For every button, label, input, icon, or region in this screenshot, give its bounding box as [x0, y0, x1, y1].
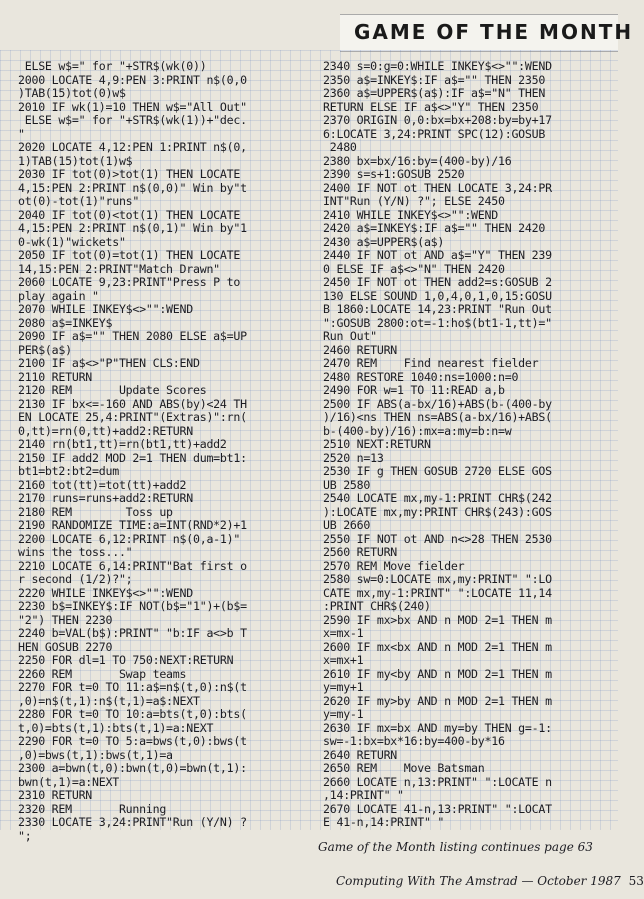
- code-line: ,0)=bws(t,1):bws(t,1)=a: [18, 747, 173, 762]
- code-line: 2010 IF wk(1)=10 THEN w$="All Out": [18, 99, 247, 114]
- code-line: ": [18, 126, 25, 141]
- code-line: 2050 IF tot(0)=tot(1) THEN LOCATE: [18, 248, 241, 262]
- code-line: 2450 IF NOT ot THEN add2=s:GOSUB 2: [323, 275, 552, 289]
- code-line: 2510 NEXT:RETURN: [323, 437, 431, 451]
- code-line: PER$(a$): [18, 342, 72, 357]
- code-line: 2090 IF a$="" THEN 2080 ELSE a$=UP: [18, 329, 247, 343]
- code-line: sw=-1:bx=bx*16:by=400-by*16: [323, 734, 505, 748]
- code-line: 2460 RETURN: [323, 342, 398, 357]
- code-line: 2150 IF add2 MOD 2=1 THEN dum=bt1:: [18, 450, 247, 465]
- code-line: 2280 FOR t=0 TO 10:a=bts(t,0):bts(: [18, 707, 247, 721]
- code-line: 2480 RESTORE 1040:ns=1000:n=0: [323, 369, 519, 384]
- code-line: wins the toss...": [18, 545, 133, 559]
- code-line: 2630 IF mx=bx AND my=by THEN g=-1:: [323, 720, 552, 735]
- code-line: ):LOCATE mx,my:PRINT CHR$(243):GOS: [323, 504, 552, 519]
- code-line: 130 ELSE SOUND 1,0,4,0,1,0,15:GOSU: [323, 288, 552, 303]
- code-line: 2370 ORIGIN 0,0:bx=bx+208:by=by+17: [323, 113, 552, 127]
- code-line: 2120 REM Update Scores: [18, 383, 207, 397]
- code-line: b-(400-by)/16):mx=a:my=b:n=w: [323, 423, 512, 438]
- code-line: ELSE w$=" for "+STR$(wk(0)): [18, 59, 207, 73]
- code-line: ot(0)-tot(1)"runs": [18, 194, 140, 208]
- code-line: 2330 LOCATE 3,24:PRINT"Run (Y/N) ?: [18, 815, 247, 829]
- code-line: 2210 LOCATE 6,14:PRINT"Bat first o: [18, 558, 247, 573]
- code-line: r second (1/2)?";: [18, 572, 133, 586]
- code-line: HEN GOSUB 2270: [18, 639, 113, 654]
- code-line: 2240 b=VAL(b$):PRINT" "b:IF a<>b T: [18, 626, 247, 640]
- code-line: 2610 IF my<by AND n MOD 2=1 THEN m: [323, 666, 552, 681]
- code-line: 2580 sw=0:LOCATE mx,my:PRINT" ":LO: [323, 572, 552, 586]
- code-line: ELSE w$=" for "+STR$(wk(1))+"dec.: [18, 113, 247, 127]
- code-line: t,0)=bts(t,1):bts(t,1)=a:NEXT: [18, 720, 214, 735]
- code-line: 2200 LOCATE 6,12:PRINT n$(0,a-1)": [18, 531, 241, 546]
- code-line: "2") THEN 2230: [18, 612, 113, 627]
- code-line: 2250 FOR dl=1 TO 750:NEXT:RETURN: [18, 653, 234, 667]
- code-line: 2480: [323, 140, 357, 154]
- code-line: 2000 LOCATE 4,9:PEN 3:PRINT n$(0,0: [18, 72, 247, 87]
- code-line: play again ": [18, 288, 99, 303]
- code-line: 2070 WHILE INKEY$<>"":WEND: [18, 302, 193, 316]
- code-line: RETURN ELSE IF a$<>"Y" THEN 2350: [323, 99, 539, 114]
- code-line: 2350 a$=INKEY$:IF a$="" THEN 2350: [323, 72, 546, 87]
- code-line: 2190 RANDOMIZE TIME:a=INT(RND*2)+1: [18, 518, 247, 532]
- code-line: ":GOSUB 2800:ot=-1:ho$(bt1-1,tt)=": [323, 315, 552, 330]
- code-line: 2660 LOCATE n,13:PRINT" ":LOCATE n: [323, 774, 552, 789]
- code-line: 2140 rn(bt1,tt)=rn(bt1,tt)+add2: [18, 437, 227, 451]
- code-line: x=mx-1: [323, 626, 364, 640]
- code-line: :PRINT CHR$(240): [323, 599, 431, 613]
- code-line: )TAB(15)tot(0)w$: [18, 86, 126, 100]
- listing-area: [0, 50, 618, 843]
- code-line: 2380 bx=bx/16:by=(400-by)/16: [323, 153, 512, 168]
- section-title: GAME OF THE MONTH: [354, 20, 634, 44]
- code-line: 2340 s=0:g=0:WHILE INKEY$<>"":WEND: [323, 59, 552, 73]
- code-line: 2400 IF NOT ot THEN LOCATE 3,24:PR: [323, 180, 552, 195]
- code-line: 2570 REM Move fielder: [323, 558, 465, 573]
- code-line: 0,tt)=rn(0,tt)+add2:RETURN: [18, 423, 193, 438]
- code-line: )/16)<ns THEN ns=ABS(a-bx/16)+ABS(: [323, 410, 552, 424]
- code-line: 2310 RETURN: [18, 788, 93, 802]
- code-line: 2560 RETURN: [323, 545, 398, 559]
- code-line: 2290 FOR t=0 TO 5:a=bws(t,0):bws(t: [18, 734, 247, 748]
- code-line: ,14:PRINT" ": [323, 788, 404, 802]
- code-line: 2110 RETURN: [18, 369, 93, 384]
- code-line: 2160 tot(tt)=tot(tt)+add2: [18, 477, 187, 492]
- code-line: 2410 WHILE INKEY$<>"":WEND: [323, 207, 498, 222]
- code-line: 2270 FOR t=0 TO 11:a$=n$(t,0):n$(t: [18, 680, 247, 694]
- page-footer: [336, 874, 644, 888]
- code-line: 4,15:PEN 2:PRINT n$(0,0)" Win by"t: [18, 180, 247, 195]
- code-line: B 1860:LOCATE 14,23:PRINT "Run Out: [323, 302, 552, 316]
- code-line: 0 ELSE IF a$<>"N" THEN 2420: [323, 261, 505, 276]
- code-line: 2530 IF g THEN GOSUB 2720 ELSE GOS: [323, 464, 552, 478]
- code-line: 2520 n=13: [323, 450, 384, 465]
- code-line: 2470 REM Find nearest fielder: [323, 356, 539, 370]
- code-line: EN LOCATE 25,4:PRINT"(Extras)":rn(: [18, 410, 247, 424]
- code-line: 2620 IF my>by AND n MOD 2=1 THEN m: [323, 693, 552, 708]
- code-line: CATE mx,my-1:PRINT" ":LOCATE 11,14: [323, 585, 552, 600]
- code-line: 2360 a$=UPPER$(a$):IF a$="N" THEN: [323, 86, 546, 100]
- code-line: 2260 REM Swap teams: [18, 666, 187, 681]
- code-line: 2540 LOCATE mx,my-1:PRINT CHR$(242: [323, 491, 552, 505]
- code-line: 2020 LOCATE 4,12:PEN 1:PRINT n$(0,: [18, 140, 247, 154]
- code-line: ,0)=n$(t,1):n$(t,1)=a$:NEXT: [18, 693, 200, 708]
- code-line: 2670 LOCATE 41-n,13:PRINT" ":LOCAT: [323, 801, 552, 816]
- code-line: 2100 IF a$<>"P"THEN CLS:END: [18, 356, 200, 370]
- code-line: 2390 s=s+1:GOSUB 2520: [323, 167, 465, 181]
- code-line: 2650 REM Move Batsman: [323, 761, 485, 775]
- publication-line: Computing With The Amstrad — October 1987: [336, 874, 621, 888]
- code-line: y=my+1: [323, 680, 364, 694]
- continuation-note: Game of the Month listing continues page 63: [318, 840, 593, 854]
- code-line: y=my-1: [323, 707, 364, 721]
- code-line: INT"Run (Y/N) ?"; ELSE 2450: [323, 194, 505, 208]
- code-line: 2300 a=bwn(t,0):bwn(t,0)=bwn(t,1):: [18, 761, 247, 775]
- code-line: x=mx+1: [323, 653, 364, 667]
- code-line: 2500 IF ABS(a-bx/16)+ABS(b-(400-by: [323, 396, 552, 411]
- listing-column-right: [323, 60, 613, 830]
- section-banner: [340, 14, 634, 52]
- listing-column-left: [18, 60, 310, 843]
- code-line: bwn(t,1)=a:NEXT: [18, 774, 119, 789]
- code-line: 2490 FOR w=1 TO 11:READ a,b: [323, 383, 505, 397]
- code-line: 2320 REM Running: [18, 801, 167, 816]
- code-line: 2420 a$=INKEY$:IF a$="" THEN 2420: [323, 221, 546, 235]
- code-line: Run Out": [323, 329, 377, 343]
- code-line: 2030 IF tot(0)>tot(1) THEN LOCATE: [18, 167, 241, 181]
- code-line: ";: [18, 828, 32, 843]
- code-line: 2220 WHILE INKEY$<>"":WEND: [18, 585, 193, 600]
- page-number: 53: [628, 874, 644, 888]
- code-line: E 41-n,14:PRINT" ": [323, 815, 445, 829]
- code-line: 2180 REM Toss up: [18, 504, 173, 519]
- code-line: 1)TAB(15)tot(1)w$: [18, 153, 133, 168]
- code-line: bt1=bt2:bt2=dum: [18, 464, 119, 478]
- code-line: 2640 RETURN: [323, 747, 398, 762]
- code-line: 2170 runs=runs+add2:RETURN: [18, 491, 193, 505]
- code-line: 2430 a$=UPPER$(a$): [323, 234, 445, 249]
- code-line: 2590 IF mx>bx AND n MOD 2=1 THEN m: [323, 612, 552, 627]
- code-line: UB 2660: [323, 518, 371, 532]
- code-line: 2040 IF tot(0)<tot(1) THEN LOCATE: [18, 207, 241, 222]
- code-line: 2230 b$=INKEY$:IF NOT(b$="1")+(b$=: [18, 599, 247, 613]
- code-line: 2060 LOCATE 9,23:PRINT"Press P to: [18, 275, 241, 289]
- code-line: 6:LOCATE 3,24:PRINT SPC(12):GOSUB: [323, 126, 546, 141]
- code-line: 2130 IF bx<=-160 AND ABS(by)<24 TH: [18, 396, 247, 411]
- code-line: 2550 IF NOT ot AND n<>28 THEN 2530: [323, 531, 552, 546]
- code-line: 0-wk(1)"wickets": [18, 234, 126, 249]
- code-line: 2440 IF NOT ot AND a$="Y" THEN 239: [323, 248, 552, 262]
- code-line: 4,15:PEN 2:PRINT n$(0,1)" Win by"1: [18, 221, 247, 235]
- code-line: UB 2580: [323, 477, 371, 492]
- code-line: 2080 a$=INKEY$: [18, 315, 113, 330]
- code-line: 2600 IF mx<bx AND n MOD 2=1 THEN m: [323, 639, 552, 654]
- code-line: 14,15:PEN 2:PRINT"Match Drawn": [18, 261, 220, 276]
